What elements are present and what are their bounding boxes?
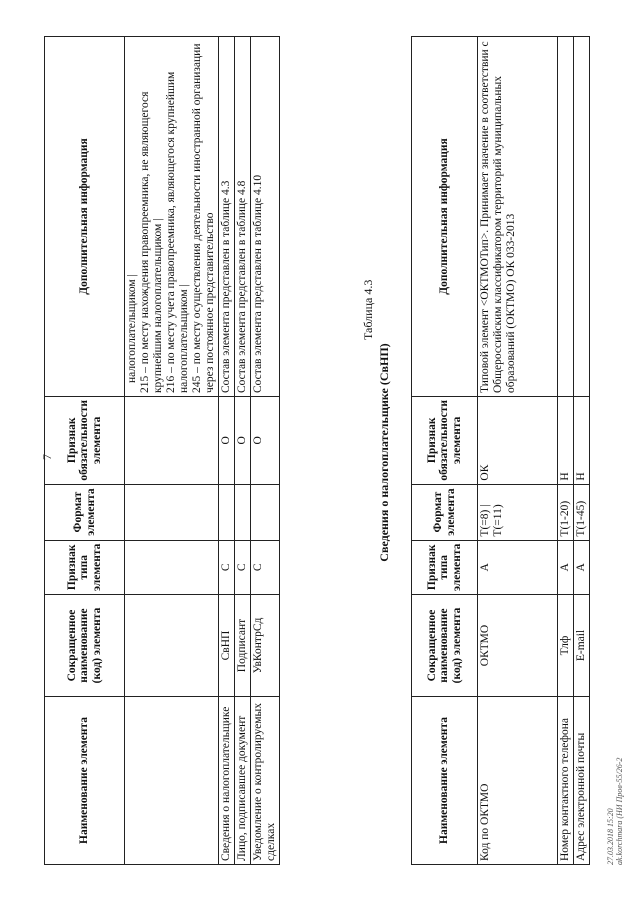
print-stamp: 27.03.2018 15:20 ak.korchmara (НИ Пров-55/26-2 (606, 757, 624, 865)
header-format: Формат элемента (45, 484, 125, 540)
table-row: Уведомление о контролируемых сделках УвКонтрСд С О Состав элемента представлен в таблице 4.10 (251, 37, 280, 865)
page-number: 7 (40, 454, 54, 460)
table-row: Номер контактного телефона Тлф А T(1-20) Н (558, 37, 574, 865)
header-type: Признак типа элемента (45, 540, 125, 594)
elements-table-continued (44, 36, 280, 865)
header-info: Дополнительная информация (45, 37, 125, 397)
header-name: Наименование элемента (412, 697, 478, 865)
header-code: Сокращенное наименование (код) элемента (45, 595, 125, 697)
header-name: Наименование элемента (45, 697, 125, 865)
header-required: Признак обязательности элемента (45, 397, 125, 485)
continuation-info: налогоплательщиком | 215 – по месту нахождения правопреемника, не являющегося крупнейшим налогоплательщиком | 216 – по месту учета правопреемника, являющегося крупнейшим налогоплательщиком | 245 – по месту осуществления деятельности иностранной организации через постоянное представительство (125, 37, 219, 397)
table-caption: Таблица 4.3 (361, 279, 375, 340)
header-info: Дополнительная информация (412, 37, 478, 397)
header-code: Сокращенное наименование (код) элемента (412, 595, 478, 697)
table-title: Сведения о налогоплательщике (СвНП) (377, 343, 391, 562)
table-row: Адрес электронной почты E-mail А T(1-45) Н (574, 37, 590, 865)
header-type: Признак типа элемента (412, 540, 478, 594)
table-row: Лицо, подписавшее документ Подписант С О Состав элемента представлен в таблице 4.8 (235, 37, 251, 865)
taxpayer-info-table (411, 36, 590, 865)
header-required: Признак обязательности элемента (412, 397, 478, 485)
header-format: Формат элемента (412, 484, 478, 540)
table-row: Код по ОКТМО ОКТМО А T(=8) | T(=11) ОК Типовой элемент <ОКТМОТип>. Принимает значение в соответствии с Общероссийским классификатором территорий муниципальных образований (ОКТМО) ОК 033-2013 (478, 37, 558, 865)
table-row: Сведения о налогоплательщике СвНП С О Состав элемента представлен в таблице 4.3 (219, 37, 235, 865)
table-row (125, 37, 219, 865)
